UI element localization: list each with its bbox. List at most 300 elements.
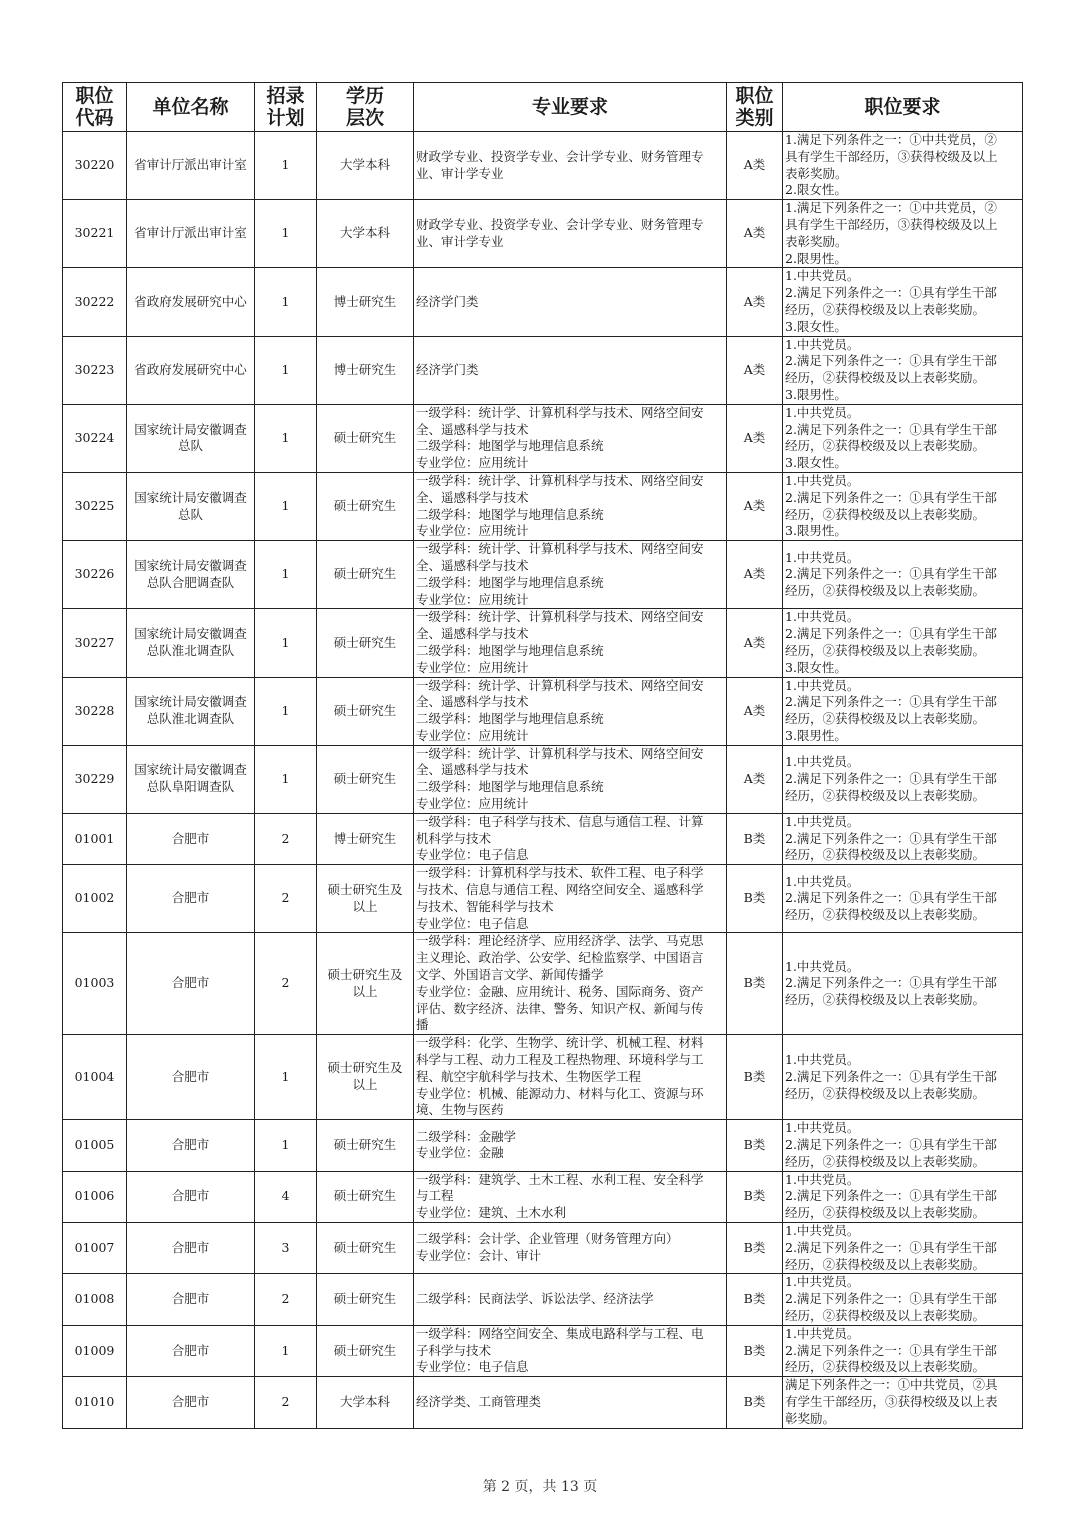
code-cell: 30222 bbox=[63, 268, 127, 336]
cell-line: 专业学位：应用统计 bbox=[416, 523, 529, 539]
table-row bbox=[63, 1223, 1023, 1274]
cell-line: 全、遥感科学与技术 bbox=[416, 421, 529, 437]
cell-line: 经历，②获得校级及以上表彰奖励。 bbox=[785, 1256, 986, 1272]
cell-line: 经历，②获得校级及以上表彰奖励。 bbox=[785, 711, 986, 727]
table-row bbox=[63, 865, 1023, 933]
cell-line: 1.中共党员。 bbox=[785, 958, 860, 974]
cell-line: 专业学位：应用统计 bbox=[416, 659, 529, 675]
major-cell bbox=[414, 609, 727, 677]
education-cell bbox=[317, 1171, 414, 1222]
cell-line: 与技术、信息与通信工程、网络空间安全、遥感科学 bbox=[416, 882, 704, 898]
cell-line: 一级学科：统计学、计算机科学与技术、网络空间安 bbox=[416, 541, 704, 557]
unit-cell bbox=[127, 677, 255, 745]
category-cell: B类 bbox=[727, 865, 783, 933]
cell-line: 专业学位：应用统计 bbox=[416, 455, 529, 471]
cell-line: 二级学科：地图学与地理信息系统 bbox=[416, 506, 604, 522]
cell-line: 经历，②获得校级及以上表彰奖励。 bbox=[785, 301, 986, 317]
cell-line: 经历，②获得校级及以上表彰奖励。 bbox=[785, 506, 986, 522]
cell-line: 专业学位：应用统计 bbox=[416, 591, 529, 607]
unit-cell bbox=[127, 1120, 255, 1171]
unit-cell bbox=[127, 745, 255, 813]
cell-line: 专业学位：金融 bbox=[416, 1145, 504, 1161]
code-cell: 01007 bbox=[63, 1223, 127, 1274]
major-cell bbox=[414, 1171, 727, 1222]
cell-line: 硕士研究生 bbox=[333, 1342, 397, 1358]
unit-cell bbox=[127, 132, 255, 200]
cell-line: 二级学科：民商法学、诉讼法学、经济法学 bbox=[416, 1291, 654, 1307]
cell-line: 硕士研究生 bbox=[333, 566, 397, 582]
table-row bbox=[63, 1171, 1023, 1222]
category-cell: B类 bbox=[727, 1325, 783, 1376]
cell-line: 2.满足下列条件之一：①具有学生干部 bbox=[785, 626, 997, 642]
cell-line: 科学与工程、动力工程及工程热物理、环境科学与工 bbox=[416, 1052, 704, 1068]
cell-line: 2.满足下列条件之一：①具有学生干部 bbox=[785, 1291, 997, 1307]
cell-line: 一级学科：电子科学与技术、信息与通信工程、计算 bbox=[416, 813, 704, 829]
plan-cell: 1 bbox=[255, 200, 317, 268]
cell-line: 以上 bbox=[352, 898, 378, 914]
table-row bbox=[63, 472, 1023, 540]
education-cell bbox=[317, 1223, 414, 1274]
table-row bbox=[63, 132, 1023, 200]
plan-cell: 2 bbox=[255, 813, 317, 864]
category-cell: B类 bbox=[727, 1274, 783, 1325]
cell-line: 总队 bbox=[177, 506, 203, 522]
cell-line: 彰奖励。 bbox=[785, 1410, 836, 1426]
cell-line: 博士研究生 bbox=[333, 293, 397, 309]
major-cell bbox=[414, 404, 727, 472]
cell-line: 2.满足下列条件之一：①具有学生干部 bbox=[785, 890, 997, 906]
plan-cell: 1 bbox=[255, 404, 317, 472]
cell-line: 合肥市 bbox=[171, 1137, 210, 1153]
table-row bbox=[63, 813, 1023, 864]
header-category: 职位 类别 bbox=[727, 83, 783, 132]
requirements-cell bbox=[783, 336, 1023, 404]
plan-cell: 1 bbox=[255, 268, 317, 336]
requirements-cell bbox=[783, 933, 1023, 1035]
unit-cell bbox=[127, 865, 255, 933]
major-cell bbox=[414, 472, 727, 540]
cell-line: 2.满足下列条件之一：①具有学生干部 bbox=[785, 285, 997, 301]
major-cell bbox=[414, 745, 727, 813]
major-cell bbox=[414, 933, 727, 1035]
table-row bbox=[63, 1377, 1023, 1428]
cell-line: 3.限女性。 bbox=[785, 659, 847, 675]
cell-line: 一级学科：建筑学、土木工程、水利工程、安全科学 bbox=[416, 1171, 704, 1187]
requirements-cell bbox=[783, 813, 1023, 864]
code-cell: 01006 bbox=[63, 1171, 127, 1222]
code-cell: 01005 bbox=[63, 1120, 127, 1171]
cell-line: 经历，②获得校级及以上表彰奖励。 bbox=[785, 642, 986, 658]
category-cell: B类 bbox=[727, 1223, 783, 1274]
cell-line: 1.中共党员。 bbox=[785, 1120, 860, 1136]
category-cell: A类 bbox=[727, 677, 783, 745]
cell-line: 经历，②获得校级及以上表彰奖励。 bbox=[785, 787, 986, 803]
education-cell bbox=[317, 609, 414, 677]
cell-line: 1.中共党员。 bbox=[785, 1223, 860, 1239]
table-row bbox=[63, 745, 1023, 813]
requirements-cell bbox=[783, 541, 1023, 609]
plan-cell: 1 bbox=[255, 609, 317, 677]
plan-cell: 1 bbox=[255, 336, 317, 404]
cell-line: 合肥市 bbox=[171, 890, 210, 906]
cell-line: 3.限女性。 bbox=[785, 455, 847, 471]
cell-line: 与工程 bbox=[416, 1188, 454, 1204]
cell-line: 境、生物与医药 bbox=[416, 1102, 504, 1118]
cell-line: 全、遥感科学与技术 bbox=[416, 626, 529, 642]
requirements-cell bbox=[783, 1171, 1023, 1222]
plan-cell: 1 bbox=[255, 541, 317, 609]
cell-line: 国家统计局安徽调查 bbox=[134, 557, 247, 573]
major-cell bbox=[414, 268, 727, 336]
header-plan: 招录 计划 bbox=[255, 83, 317, 132]
requirements-cell bbox=[783, 1274, 1023, 1325]
cell-line: 1.中共党员。 bbox=[785, 336, 860, 352]
requirements-cell bbox=[783, 132, 1023, 200]
education-cell bbox=[317, 1377, 414, 1428]
cell-line: 1.中共党员。 bbox=[785, 1052, 860, 1068]
plan-cell: 2 bbox=[255, 933, 317, 1035]
cell-line: 总队合肥调查队 bbox=[146, 574, 235, 590]
cell-line: 表彰奖励。 bbox=[785, 165, 848, 181]
table-row bbox=[63, 268, 1023, 336]
cell-line: 具有学生干部经历，③获得校级及以上 bbox=[785, 148, 998, 164]
plan-cell: 3 bbox=[255, 1223, 317, 1274]
cell-line: 全、遥感科学与技术 bbox=[416, 762, 529, 778]
cell-line: 经历，②获得校级及以上表彰奖励。 bbox=[785, 992, 986, 1008]
cell-line: 与技术、智能科学与技术 bbox=[416, 898, 554, 914]
cell-line: 经济学门类 bbox=[416, 293, 479, 309]
major-cell bbox=[414, 336, 727, 404]
education-cell bbox=[317, 1035, 414, 1120]
major-cell bbox=[414, 200, 727, 268]
cell-line: 省政府发展研究中心 bbox=[134, 293, 247, 309]
cell-line: 1.中共党员。 bbox=[785, 1171, 860, 1187]
cell-line: 2.满足下列条件之一：①具有学生干部 bbox=[785, 353, 997, 369]
table-row bbox=[63, 677, 1023, 745]
unit-cell bbox=[127, 268, 255, 336]
code-cell: 30221 bbox=[63, 200, 127, 268]
cell-line: 合肥市 bbox=[171, 975, 210, 991]
cell-line: 具有学生干部经历，③获得校级及以上 bbox=[785, 216, 998, 232]
header-education: 学历 层次 bbox=[317, 83, 414, 132]
recruitment-table bbox=[62, 82, 1023, 1429]
header-major: 专业要求 bbox=[414, 83, 727, 132]
cell-line: 1.中共党员。 bbox=[785, 1325, 860, 1341]
cell-line: 全、遥感科学与技术 bbox=[416, 694, 529, 710]
cell-line: 2.满足下列条件之一：①具有学生干部 bbox=[785, 566, 997, 582]
code-cell: 01008 bbox=[63, 1274, 127, 1325]
cell-line: 硕士研究生 bbox=[333, 498, 397, 514]
unit-cell bbox=[127, 200, 255, 268]
header-unit: 单位名称 bbox=[127, 83, 255, 132]
requirements-cell bbox=[783, 1035, 1023, 1120]
cell-line: 表彰奖励。 bbox=[785, 233, 848, 249]
cell-line: 博士研究生 bbox=[333, 361, 397, 377]
plan-cell: 1 bbox=[255, 745, 317, 813]
cell-line: 硕士研究生及 bbox=[327, 967, 403, 983]
category-cell: A类 bbox=[727, 132, 783, 200]
major-cell bbox=[414, 677, 727, 745]
cell-line: 国家统计局安徽调查 bbox=[134, 626, 247, 642]
cell-line: 二级学科：地图学与地理信息系统 bbox=[416, 642, 604, 658]
cell-line: 3.限男性。 bbox=[785, 727, 847, 743]
table-header-row bbox=[63, 83, 1023, 132]
cell-line: 经历，②获得校级及以上表彰奖励。 bbox=[785, 907, 986, 923]
cell-line: 2.限男性。 bbox=[785, 250, 847, 266]
code-cell: 30223 bbox=[63, 336, 127, 404]
major-cell bbox=[414, 1274, 727, 1325]
cell-line: 国家统计局安徽调查 bbox=[134, 762, 247, 778]
unit-cell bbox=[127, 1171, 255, 1222]
cell-line: 硕士研究生 bbox=[333, 1188, 397, 1204]
table-row bbox=[63, 1035, 1023, 1120]
category-cell: A类 bbox=[727, 268, 783, 336]
unit-cell bbox=[127, 336, 255, 404]
code-cell: 30229 bbox=[63, 745, 127, 813]
unit-cell bbox=[127, 1377, 255, 1428]
plan-cell: 1 bbox=[255, 1120, 317, 1171]
major-cell bbox=[414, 132, 727, 200]
cell-line: 总队淮北调查队 bbox=[146, 642, 235, 658]
category-cell: A类 bbox=[727, 609, 783, 677]
cell-line: 合肥市 bbox=[171, 830, 210, 846]
education-cell bbox=[317, 865, 414, 933]
cell-line: 大学本科 bbox=[339, 157, 390, 173]
cell-line: 1.中共党员。 bbox=[785, 268, 860, 284]
education-cell bbox=[317, 1120, 414, 1171]
cell-line: 二级学科：地图学与地理信息系统 bbox=[416, 711, 604, 727]
cell-line: 硕士研究生及 bbox=[327, 1060, 403, 1076]
cell-line: 2.满足下列条件之一：①具有学生干部 bbox=[785, 830, 997, 846]
unit-cell bbox=[127, 541, 255, 609]
major-cell bbox=[414, 1120, 727, 1171]
cell-line: 省审计厅派出审计室 bbox=[134, 225, 247, 241]
requirements-cell bbox=[783, 1377, 1023, 1428]
cell-line: 以上 bbox=[352, 983, 378, 999]
table-row bbox=[63, 1274, 1023, 1325]
requirements-cell bbox=[783, 268, 1023, 336]
cell-line: 专业学位：应用统计 bbox=[416, 727, 529, 743]
cell-line: 1.中共党员。 bbox=[785, 873, 860, 889]
cell-line: 全、遥感科学与技术 bbox=[416, 489, 529, 505]
major-cell bbox=[414, 1325, 727, 1376]
cell-line: 1.中共党员。 bbox=[785, 677, 860, 693]
cell-line: 总队淮北调查队 bbox=[146, 711, 235, 727]
education-cell bbox=[317, 813, 414, 864]
cell-line: 2.满足下列条件之一：①具有学生干部 bbox=[785, 1137, 997, 1153]
cell-line: 合肥市 bbox=[171, 1393, 210, 1409]
cell-line: 合肥市 bbox=[171, 1068, 210, 1084]
cell-line: 全、遥感科学与技术 bbox=[416, 557, 529, 573]
category-cell: B类 bbox=[727, 813, 783, 864]
cell-line: 专业学位：会计、审计 bbox=[416, 1248, 542, 1264]
cell-line: 硕士研究生 bbox=[333, 1291, 397, 1307]
cell-line: 3.限女性。 bbox=[785, 318, 847, 334]
code-cell: 01009 bbox=[63, 1325, 127, 1376]
code-cell: 30226 bbox=[63, 541, 127, 609]
category-cell: A类 bbox=[727, 745, 783, 813]
cell-line: 硕士研究生 bbox=[333, 1239, 397, 1255]
unit-cell bbox=[127, 1035, 255, 1120]
category-cell: A类 bbox=[727, 541, 783, 609]
education-cell bbox=[317, 1325, 414, 1376]
requirements-cell bbox=[783, 1325, 1023, 1376]
category-cell: A类 bbox=[727, 472, 783, 540]
cell-line: 硕士研究生 bbox=[333, 1137, 397, 1153]
cell-line: 2.满足下列条件之一：①具有学生干部 bbox=[785, 421, 997, 437]
category-cell: B类 bbox=[727, 1171, 783, 1222]
cell-line: 博士研究生 bbox=[333, 830, 397, 846]
cell-line: 经历，②获得校级及以上表彰奖励。 bbox=[785, 1085, 986, 1101]
cell-line: 总队阜阳调查队 bbox=[146, 779, 235, 795]
cell-line: 1.中共党员。 bbox=[785, 609, 860, 625]
table-row bbox=[63, 404, 1023, 472]
cell-line: 合肥市 bbox=[171, 1342, 210, 1358]
cell-line: 2.满足下列条件之一：①具有学生干部 bbox=[785, 770, 997, 786]
cell-line: 一级学科：统计学、计算机科学与技术、网络空间安 bbox=[416, 472, 704, 488]
cell-line: 经历，②获得校级及以上表彰奖励。 bbox=[785, 847, 986, 863]
cell-line: 1.中共党员。 bbox=[785, 813, 860, 829]
cell-line: 国家统计局安徽调查 bbox=[134, 421, 247, 437]
plan-cell: 1 bbox=[255, 472, 317, 540]
table-row bbox=[63, 609, 1023, 677]
requirements-cell bbox=[783, 404, 1023, 472]
major-cell bbox=[414, 813, 727, 864]
plan-cell: 1 bbox=[255, 677, 317, 745]
cell-line: 机科学与技术 bbox=[416, 830, 492, 846]
cell-line: 一级学科：网络空间安全、集成电路科学与工程、电 bbox=[416, 1325, 704, 1341]
cell-line: 业、审计学专业 bbox=[416, 233, 504, 249]
plan-cell: 1 bbox=[255, 132, 317, 200]
table-row bbox=[63, 933, 1023, 1035]
cell-line: 以上 bbox=[352, 1077, 378, 1093]
unit-cell bbox=[127, 1325, 255, 1376]
cell-line: 1.中共党员。 bbox=[785, 404, 860, 420]
cell-line: 有学生干部经历，③获得校级及以上表 bbox=[785, 1393, 998, 1409]
cell-line: 二级学科：地图学与地理信息系统 bbox=[416, 438, 604, 454]
cell-line: 二级学科：地图学与地理信息系统 bbox=[416, 574, 604, 590]
education-cell bbox=[317, 933, 414, 1035]
major-cell bbox=[414, 541, 727, 609]
education-cell bbox=[317, 745, 414, 813]
cell-line: 2.满足下列条件之一：①具有学生干部 bbox=[785, 694, 997, 710]
cell-line: 业、审计学专业 bbox=[416, 165, 504, 181]
cell-line: 2.限女性。 bbox=[785, 182, 847, 198]
unit-cell bbox=[127, 1223, 255, 1274]
cell-line: 经济学类、工商管理类 bbox=[416, 1393, 542, 1409]
cell-line: 总队 bbox=[177, 438, 203, 454]
cell-line: 一级学科：统计学、计算机科学与技术、网络空间安 bbox=[416, 404, 704, 420]
education-cell bbox=[317, 472, 414, 540]
cell-line: 财政学专业、投资学专业、会计学专业、财务管理专 bbox=[416, 216, 704, 232]
cell-line: 满足下列条件之一：①中共党员，②具 bbox=[785, 1377, 998, 1393]
cell-line: 2.满足下列条件之一：①具有学生干部 bbox=[785, 489, 997, 505]
cell-line: 3.限男性。 bbox=[785, 523, 847, 539]
category-cell: B类 bbox=[727, 933, 783, 1035]
cell-line: 经历，②获得校级及以上表彰奖励。 bbox=[785, 1205, 986, 1221]
cell-line: 专业学位：金融、应用统计、税务、国际商务、资产 bbox=[416, 983, 704, 999]
cell-line: 国家统计局安徽调查 bbox=[134, 694, 247, 710]
education-cell bbox=[317, 1274, 414, 1325]
plan-cell: 4 bbox=[255, 1171, 317, 1222]
code-cell: 01003 bbox=[63, 933, 127, 1035]
cell-line: 大学本科 bbox=[339, 225, 390, 241]
category-cell: B类 bbox=[727, 1035, 783, 1120]
cell-line: 硕士研究生 bbox=[333, 702, 397, 718]
cell-line: 硕士研究生 bbox=[333, 429, 397, 445]
requirements-cell bbox=[783, 677, 1023, 745]
category-cell: A类 bbox=[727, 336, 783, 404]
cell-line: 大学本科 bbox=[339, 1393, 390, 1409]
cell-line: 专业学位：电子信息 bbox=[416, 915, 529, 931]
table-row bbox=[63, 200, 1023, 268]
cell-line: 2.满足下列条件之一：①具有学生干部 bbox=[785, 1188, 997, 1204]
unit-cell bbox=[127, 813, 255, 864]
code-cell: 30225 bbox=[63, 472, 127, 540]
cell-line: 省审计厅派出审计室 bbox=[134, 157, 247, 173]
cell-line: 合肥市 bbox=[171, 1291, 210, 1307]
requirements-cell bbox=[783, 1120, 1023, 1171]
cell-line: 1.中共党员。 bbox=[785, 754, 860, 770]
cell-line: 国家统计局安徽调查 bbox=[134, 489, 247, 505]
table-row bbox=[63, 336, 1023, 404]
category-cell: A类 bbox=[727, 404, 783, 472]
requirements-cell bbox=[783, 200, 1023, 268]
cell-line: 2.满足下列条件之一：①具有学生干部 bbox=[785, 1239, 997, 1255]
cell-line: 省政府发展研究中心 bbox=[134, 361, 247, 377]
cell-line: 二级学科：金融学 bbox=[416, 1128, 517, 1144]
cell-line: 专业学位：电子信息 bbox=[416, 1359, 529, 1375]
cell-line: 1.中共党员。 bbox=[785, 549, 860, 565]
code-cell: 30224 bbox=[63, 404, 127, 472]
education-cell bbox=[317, 404, 414, 472]
cell-line: 2.满足下列条件之一：①具有学生干部 bbox=[785, 1068, 997, 1084]
code-cell: 01010 bbox=[63, 1377, 127, 1428]
cell-line: 经济学门类 bbox=[416, 361, 479, 377]
cell-line: 1.中共党员。 bbox=[785, 472, 860, 488]
education-cell bbox=[317, 541, 414, 609]
education-cell bbox=[317, 268, 414, 336]
table-row bbox=[63, 1325, 1023, 1376]
code-cell: 01001 bbox=[63, 813, 127, 864]
cell-line: 评估、数字经济、法律、警务、知识产权、新闻与传 bbox=[416, 1000, 704, 1016]
cell-line: 专业学位：机械、能源动力、材料与化工、资源与环 bbox=[416, 1085, 704, 1101]
page-number: 第 2 页，共 13 页 bbox=[482, 1479, 598, 1495]
major-cell bbox=[414, 1035, 727, 1120]
requirements-cell bbox=[783, 472, 1023, 540]
cell-line: 专业学位：建筑、土木水利 bbox=[416, 1205, 567, 1221]
cell-line: 文学、外国语言文学、新闻传播学 bbox=[416, 967, 604, 983]
requirements-cell bbox=[783, 865, 1023, 933]
cell-line: 财政学专业、投资学专业、会计学专业、财务管理专 bbox=[416, 148, 704, 164]
education-cell bbox=[317, 200, 414, 268]
category-cell: A类 bbox=[727, 200, 783, 268]
category-cell: B类 bbox=[727, 1377, 783, 1428]
cell-line: 经历，②获得校级及以上表彰奖励。 bbox=[785, 1308, 986, 1323]
code-cell: 30228 bbox=[63, 677, 127, 745]
code-cell: 01002 bbox=[63, 865, 127, 933]
table-row bbox=[63, 1120, 1023, 1171]
category-cell: B类 bbox=[727, 1120, 783, 1171]
cell-line: 一级学科：统计学、计算机科学与技术、网络空间安 bbox=[416, 745, 704, 761]
cell-line: 二级学科：地图学与地理信息系统 bbox=[416, 779, 604, 795]
cell-line: 2.满足下列条件之一：①具有学生干部 bbox=[785, 1342, 997, 1358]
code-cell: 01004 bbox=[63, 1035, 127, 1120]
cell-line: 硕士研究生及 bbox=[327, 882, 403, 898]
cell-line: 1.满足下列条件之一：①中共党员，② bbox=[785, 200, 997, 216]
cell-line: 硕士研究生 bbox=[333, 634, 397, 650]
plan-cell: 1 bbox=[255, 1325, 317, 1376]
